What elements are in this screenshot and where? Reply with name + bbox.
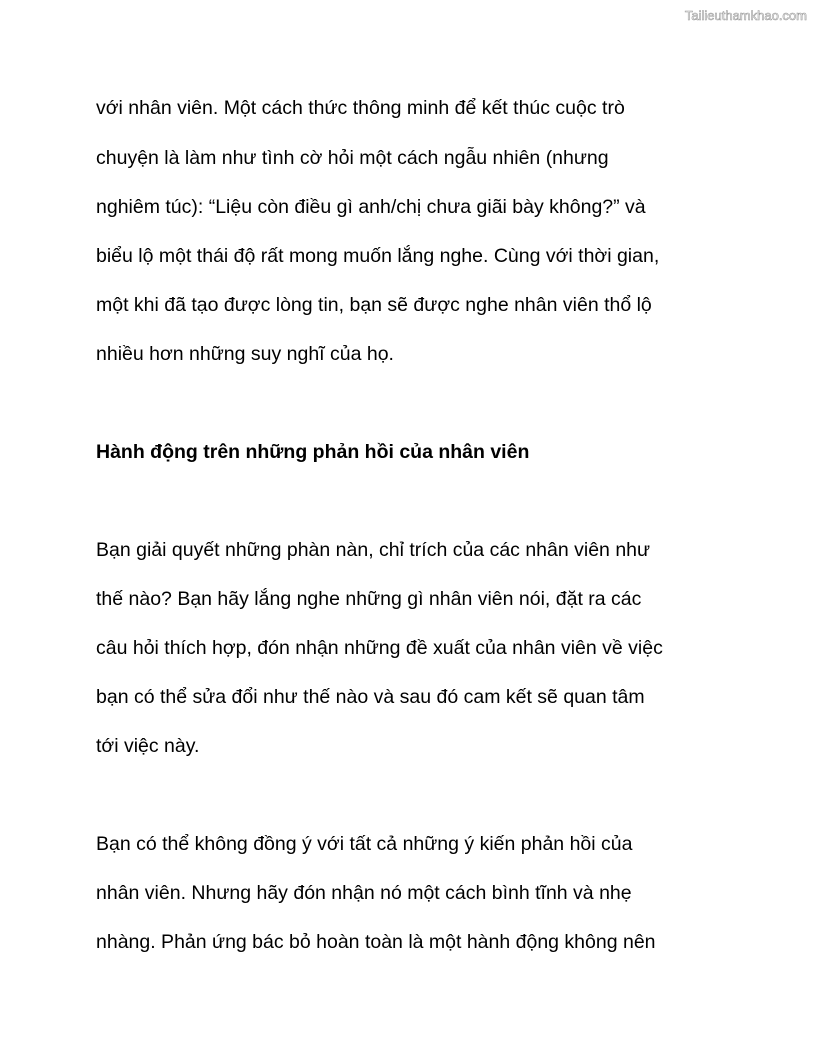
paragraph-1-line-4: biểu lộ một thái độ rất mong muốn lắng nghe. Cùng với thời gian, — [96, 245, 660, 267]
paragraph-3-line-3: nhàng. Phản ứng bác bỏ hoàn toàn là một hành động không nên — [96, 931, 656, 953]
paragraph-1-line-2: chuyện là làm như tình cờ hỏi một cách ngẫu nhiên (nhưng — [96, 147, 609, 169]
paragraph-1-line-6: nhiều hơn những suy nghĩ của họ. — [96, 343, 394, 365]
paragraph-1-line-1: với nhân viên. Một cách thức thông minh để kết thúc cuộc trò — [96, 97, 625, 119]
paragraph-2-line-5: tới việc này. — [96, 735, 200, 757]
paragraph-3-line-1: Bạn có thể không đồng ý với tất cả những ý kiến phản hồi của — [96, 833, 633, 855]
section-heading: Hành động trên những phản hồi của nhân viên — [96, 441, 530, 463]
paragraph-1-line-5: một khi đã tạo được lòng tin, bạn sẽ được nghe nhân viên thổ lộ — [96, 294, 652, 316]
watermark: Tailieuthamkhao.com — [684, 8, 807, 23]
paragraph-3-line-2: nhân viên. Nhưng hãy đón nhận nó một cách bình tĩnh và nhẹ — [96, 882, 632, 904]
paragraph-1-line-3: nghiêm túc): “Liệu còn điều gì anh/chị chưa giãi bày không?” và — [96, 196, 646, 218]
paragraph-2-line-2: thế nào? Bạn hãy lắng nghe những gì nhân viên nói, đặt ra các — [96, 588, 642, 610]
paragraph-2-line-1: Bạn giải quyết những phàn nàn, chỉ trích của các nhân viên như — [96, 539, 651, 561]
paragraph-2-line-3: câu hỏi thích hợp, đón nhận những đề xuất của nhân viên về việc — [96, 637, 663, 659]
paragraph-2-line-4: bạn có thể sửa đổi như thế nào và sau đó cam kết sẽ quan tâm — [96, 686, 645, 708]
